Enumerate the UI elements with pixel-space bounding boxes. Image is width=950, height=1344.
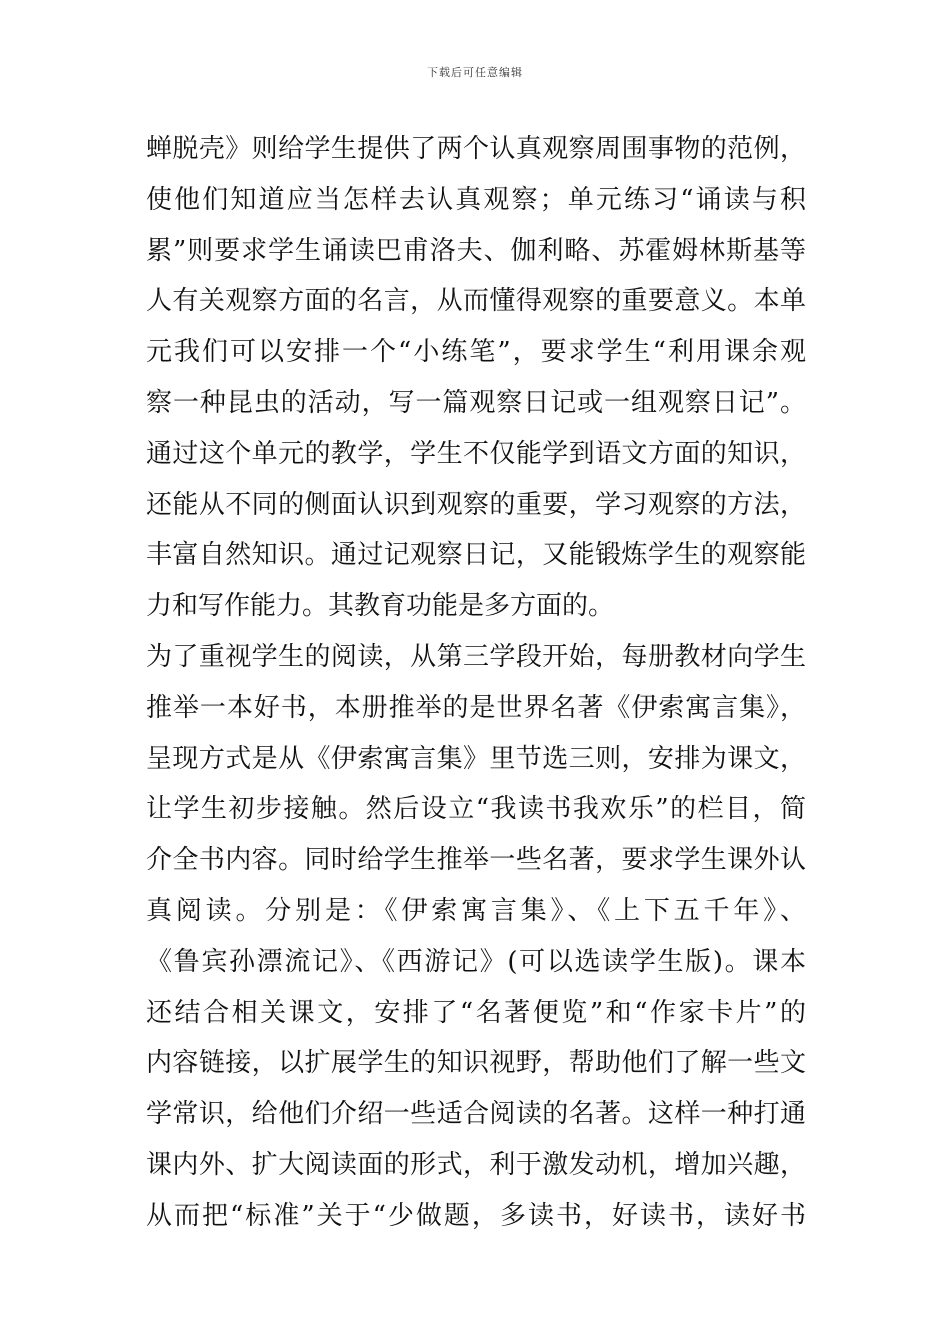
text-line: 人有关观察方面的名言，从而懂得观察的重要意义。本单	[146, 286, 806, 317]
text-line: 让学生初步接触。然后设立“我读书我欢乐”的栏目，简	[146, 794, 806, 825]
text-line: 还能从不同的侧面认识到观察的重要，学习观察的方法，	[146, 489, 806, 520]
text-line: 内容链接，以扩展学生的知识视野，帮助他们了解一些文	[146, 1048, 806, 1079]
text-line: 元我们可以安排一个“小练笔”，要求学生“利用课余观	[146, 337, 806, 368]
text-line: 丰富自然知识。通过记观察日记，又能锻炼学生的观察能	[146, 540, 806, 571]
text-line: 为了重视学生的阅读，从第三学段开始，每册教材向学生	[146, 641, 806, 672]
document-body	[146, 124, 806, 1242]
text-line: 从而把“标准”关于“少做题，多读书，好读书，读好书	[146, 1200, 806, 1231]
text-line: 力和写作能力。其教育功能是多方面的。	[146, 591, 615, 622]
text-line: 推举一本好书，本册推举的是世界名著《伊索寓言集》，	[146, 692, 806, 723]
text-line: 呈现方式是从《伊索寓言集》里节选三则，安排为课文，	[146, 743, 806, 774]
text-line: 学常识，给他们介绍一些适合阅读的名著。这样一种打通	[146, 1099, 806, 1130]
text-line: 使他们知道应当怎样去认真观察；单元练习“诵读与积	[146, 184, 806, 215]
text-line: 课内外、扩大阅读面的形式，利于激发动机，增加兴趣，	[146, 1149, 806, 1180]
text-line: 真阅读。分别是：《伊索寓言集》、《上下五千年》、	[146, 895, 806, 926]
text-line: 累”则要求学生诵读巴甫洛夫、伽利略、苏霍姆林斯基等	[146, 235, 806, 266]
text-line: 通过这个单元的教学，学生不仅能学到语文方面的知识，	[146, 438, 806, 469]
text-line: 蝉脱壳》则给学生提供了两个认真观察周围事物的范例，	[146, 134, 806, 164]
text-line: 察一种昆虫的活动，写一篇观察日记或一组观察日记”。	[146, 387, 806, 418]
text-line: 还结合相关课文，安排了“名著便览”和“作家卡片”的	[146, 997, 806, 1028]
text-line: 《鲁宾孙漂流记》、《西游记》(可以选读学生版)。课本	[146, 946, 806, 977]
page-header-note: 下载后可任意编辑	[427, 66, 523, 79]
text-line: 介全书内容。同时给学生推举一些名著，要求学生课外认	[146, 845, 806, 876]
